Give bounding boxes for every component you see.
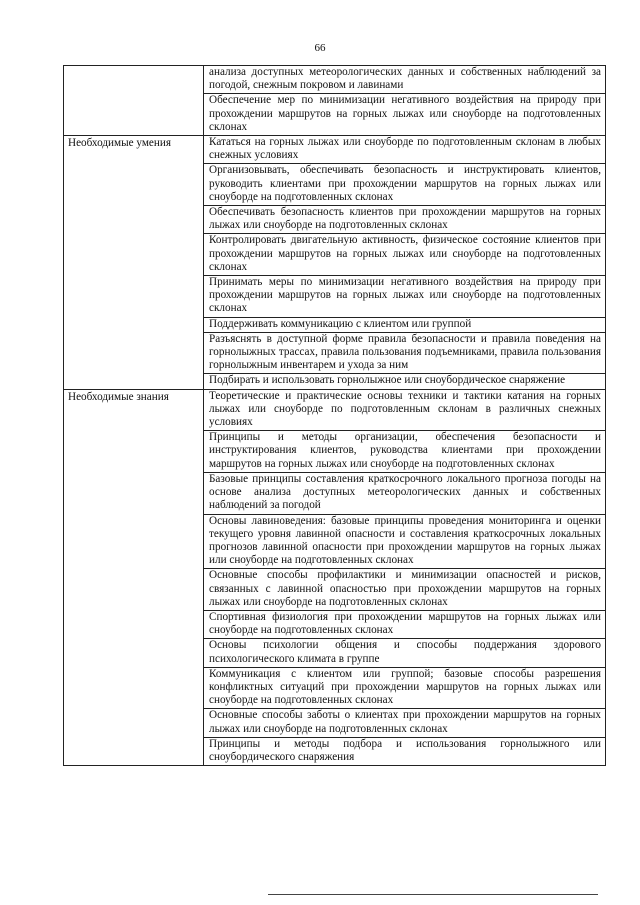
list-item: Поддерживать коммуникацию с клиентом или группой <box>204 318 605 333</box>
row-label: Необходимые умения <box>64 136 204 390</box>
row-content <box>204 389 606 765</box>
list-item: Базовые принципы составления краткосрочного локального прогноза погоды на основе анализа доступных метеорологических данных и собственных наблюдений за погодой <box>204 473 605 515</box>
list-item: Обеспечивать безопасность клиентов при прохождении маршрутов на горных лыжах или сноуборде на подготовленных склонах <box>204 206 605 234</box>
list-item: Основы лавиноведения: базовые принципы проведения мониторинга и оценки текущего уровня лавинной опасности и составления краткосрочных локальных прогнозов лавинной опасности при прохождении маршрутов на горных лыжах или сноуборде на подготовленных склонах <box>204 515 605 570</box>
row-content <box>204 136 606 390</box>
list-item: Принимать меры по минимизации негативного воздействия на природу при прохождении маршрутов на горных лыжах или сноуборде на подготовленных склонах <box>204 276 605 318</box>
list-item: Обеспечение мер по минимизации негативного воздействия на природу при прохождении маршрутов на горных лыжах или сноуборде на подготовленных склонах <box>209 94 601 133</box>
requirements-table <box>63 65 606 766</box>
list-item: Теоретические и практические основы техники и тактики катания на горных лыжах или сноуборде по подготовленным склонам в различных снежных условиях <box>204 390 605 432</box>
list-item: Основные способы заботы о клиентах при прохождении маршрутов на горных лыжах или сноуборде на подготовленных склонах <box>204 709 605 737</box>
page-number: 66 <box>314 42 326 54</box>
list-item: Разъяснять в доступной форме правила безопасности и правила поведения на горнолыжных трассах, правила пользования подъемниками, правила пользования горнолыжным инвентарем и ухода за ним <box>204 333 605 375</box>
list-item: Организовывать, обеспечивать безопасность и инструктировать клиентов, руководить клиентами при прохождении маршрутов на горных лыжах или сноуборде на подготовленных склонах <box>204 164 605 206</box>
table-row-skills <box>64 136 606 390</box>
bottom-divider <box>268 894 598 895</box>
row-label <box>64 66 204 136</box>
table-row-continuation <box>64 66 606 136</box>
list-item: анализа доступных метеорологических данных и собственных наблюдений за погодой, снежным покровом и лавинами <box>204 66 605 94</box>
list-item: Кататься на горных лыжах или сноуборде по подготовленным склонам в любых снежных условиях <box>204 136 605 164</box>
list-item: Основы психологии общения и способы поддержания здорового психологического климата в группе <box>204 639 605 667</box>
list-item: Коммуникация с клиентом или группой; базовые способы разрешения конфликтных ситуаций при прохождении маршрутов на горных лыжах или сноуборде на подготовленных склонах <box>204 668 605 710</box>
row-label: Необходимые знания <box>64 389 204 765</box>
list-item: Спортивная физиология при прохождении маршрутов на горных лыжах или сноуборде на подготовленных склонах <box>204 611 605 639</box>
list-item: Принципы и методы подбора и использования горнолыжного или сноубордического снаряжения <box>209 737 601 763</box>
list-item: Принципы и методы организации, обеспечения безопасности и инструктирования клиентов, руководства клиентами при прохождении маршрутов на горных лыжах или сноуборде на подготовленных склонах <box>204 431 605 473</box>
list-item: Основные способы профилактики и минимизации опасностей и рисков, связанных с лавинной опасностью при прохождении маршрутов на горных лыжах или сноуборде на подготовленных склонах <box>204 569 605 611</box>
list-item: Контролировать двигательную активность, физическое состояние клиентов при прохождении маршрутов на горных лыжах или сноуборде на подготовленных склонах <box>204 234 605 276</box>
list-item: Подбирать и использовать горнолыжное или сноубордическое снаряжение <box>209 374 566 387</box>
table-row-knowledge <box>64 389 606 765</box>
row-content <box>204 66 606 136</box>
